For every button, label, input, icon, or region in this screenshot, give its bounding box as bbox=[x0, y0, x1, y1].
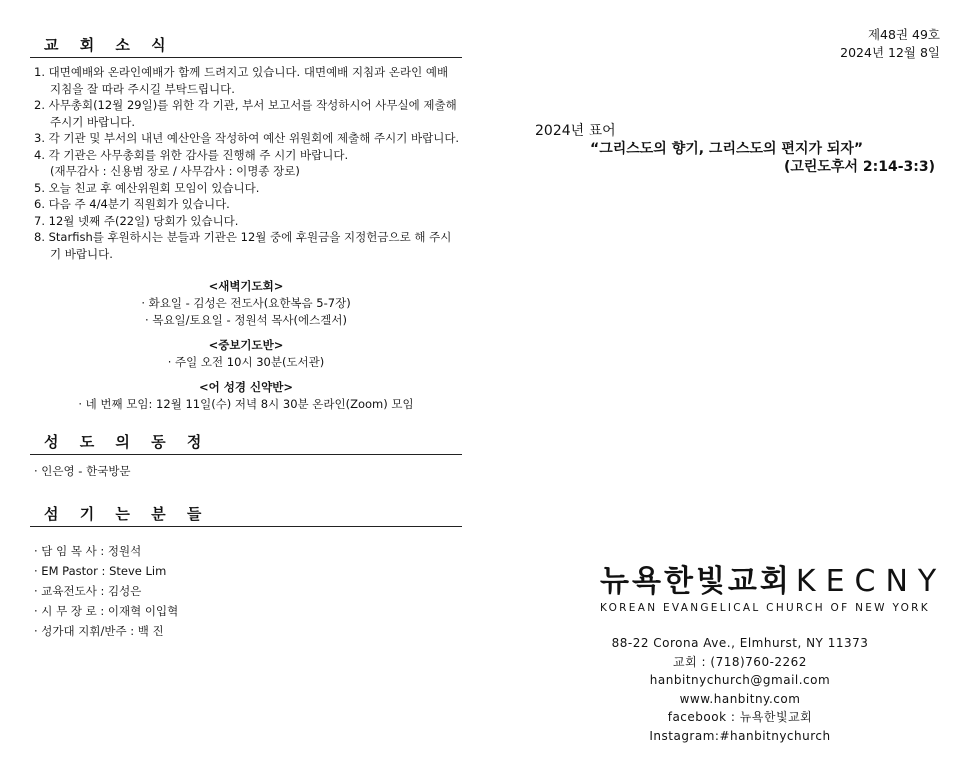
issue-info bbox=[840, 26, 940, 62]
news-item-text: 1. 대면예배와 온라인예배가 함께 드려지고 있습니다. 대면예배 지침과 온라인 예배 지침을 잘 따라 주시길 부탁드립니다. bbox=[34, 65, 449, 96]
news-item bbox=[34, 147, 462, 180]
contact-instagram: Instagram:#hanbitnychurch bbox=[649, 728, 831, 743]
issue-date: 2024년 12월 8일 bbox=[840, 45, 940, 60]
motto-label: 2024년 표어 bbox=[535, 123, 616, 139]
member-item: · 인은영 - 한국방문 bbox=[34, 464, 131, 478]
news-item bbox=[34, 97, 462, 130]
meeting-line: · 주일 오전 10시 30분(도서관) bbox=[167, 355, 325, 369]
motto-quote: “그리스도의 향기, 그리스도의 편지가 되자” bbox=[590, 141, 864, 157]
servants-title: 섬 기 는 분 들 bbox=[30, 499, 462, 527]
news-item bbox=[34, 64, 462, 97]
contact-facebook: facebook : 뉴욕한빛교회 bbox=[667, 710, 813, 724]
church-news-list bbox=[30, 64, 462, 262]
news-item-text: 3. 각 기관 및 부서의 내년 예산안을 작성하여 예산 위원회에 제출해 주시기 바랍니다. bbox=[34, 131, 460, 145]
logo-abbreviation: KECNY bbox=[795, 564, 947, 599]
left-column bbox=[30, 30, 462, 641]
news-item bbox=[34, 213, 462, 230]
meeting-line: · 네 번째 모임: 12월 11일(수) 저녁 8시 30분 온라인(Zoom) 모임 bbox=[78, 397, 414, 411]
meeting-bible-study bbox=[30, 379, 462, 413]
news-item-text: 7. 12월 넷째 주(22일) 당회가 있습니다. bbox=[34, 213, 239, 228]
meeting-heading: <어 성경 신약반> bbox=[199, 380, 293, 394]
news-item-text: 6. 다음 주 4/4분기 직원회가 있습니다. bbox=[34, 197, 230, 211]
news-item-subtext: (재무감사 : 신용범 장로 / 사무감사 : 이명종 장로) bbox=[50, 164, 300, 178]
contact-address: 88-22 Corona Ave., Elmhurst, NY 11373 bbox=[611, 636, 869, 650]
contact-phone: 교회 : (718)760-2262 bbox=[673, 654, 807, 669]
contact-email: hanbitnychurch@gmail.com bbox=[649, 673, 831, 687]
members-title: 성 도 의 동 정 bbox=[30, 427, 462, 455]
news-item bbox=[34, 196, 462, 213]
news-item bbox=[34, 180, 462, 197]
church-logo bbox=[600, 556, 952, 614]
members-list bbox=[30, 461, 462, 481]
meeting-intercession bbox=[30, 337, 462, 371]
news-item-text: 2. 사무총회(12월 29일)를 위한 각 기관, 부서 보고서를 작성하시어 사무실에 제출해 주시기 바랍니다. bbox=[34, 98, 457, 129]
news-item-text: 8. Starfish를 후원하시는 분들과 기관은 12월 중에 후원금을 지정헌금으로 해 주시기 바랍니다. bbox=[34, 230, 452, 261]
meeting-dawn-prayer bbox=[30, 278, 462, 329]
logo-full-name: KOREAN EVANGELICAL CHURCH OF NEW YORK bbox=[600, 602, 930, 614]
contact-info bbox=[590, 634, 890, 745]
motto-reference: (고린도후서 2:14-3:3) bbox=[783, 159, 935, 175]
news-item-text: 5. 오늘 친교 후 예산위원회 모임이 있습니다. bbox=[34, 180, 260, 195]
meeting-heading: <중보기도반> bbox=[208, 338, 284, 352]
meeting-line: · 목요일/토요일 - 정원석 목사(에스겔서) bbox=[145, 313, 347, 327]
servant-item: · EM Pastor : Steve Lim bbox=[34, 564, 167, 578]
news-item bbox=[34, 229, 462, 262]
year-motto bbox=[535, 122, 935, 176]
servant-item: · 시 무 장 로 : 이재혁 이입혁 bbox=[34, 604, 179, 618]
servant-item: · 교육전도사 : 김성은 bbox=[34, 584, 142, 598]
issue-volume: 제48권 49호 bbox=[867, 27, 940, 42]
meeting-heading: <새벽기도회> bbox=[208, 279, 284, 293]
meeting-line: · 화요일 - 김성은 전도사(요한복음 5-7장) bbox=[141, 296, 351, 310]
news-item bbox=[34, 130, 462, 147]
logo-korean-name: 뉴욕한빛교회 bbox=[600, 564, 792, 599]
servant-item: · 성가대 지휘/반주 : 백 진 bbox=[34, 624, 164, 638]
servants-list bbox=[30, 541, 462, 641]
servant-item: · 담 임 목 사 : 정원석 bbox=[34, 544, 142, 558]
church-news-title: 교 회 소 식 bbox=[30, 30, 462, 58]
contact-website: www.hanbitny.com bbox=[679, 691, 801, 706]
news-item-text: 4. 각 기관은 사무총회를 위한 감사를 진행해 주 시기 바랍니다. bbox=[34, 147, 349, 162]
